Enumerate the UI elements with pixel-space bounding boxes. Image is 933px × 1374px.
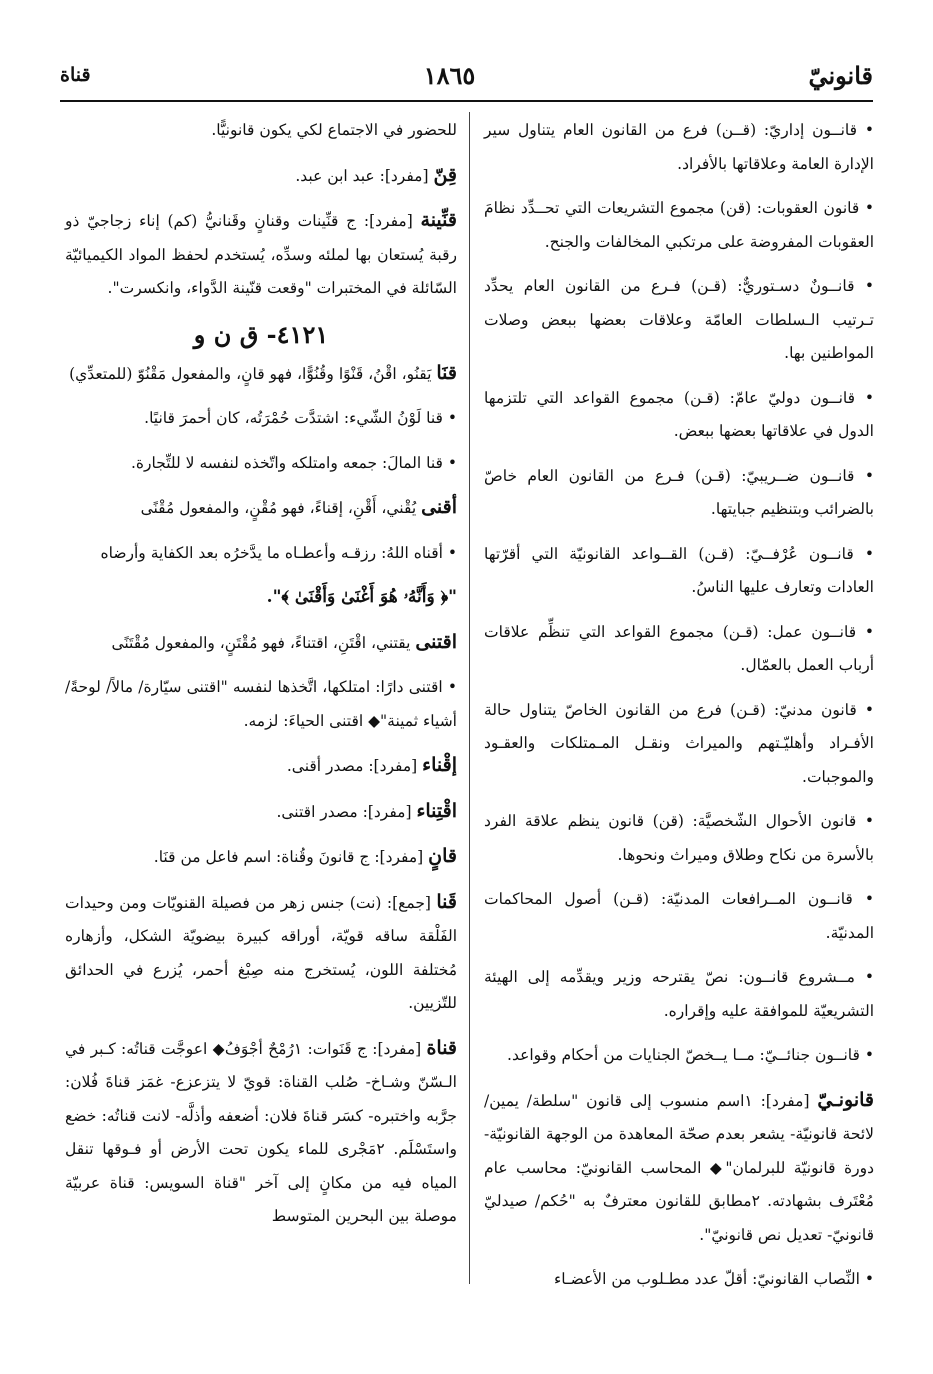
entry-text: [مفرد]: عبد ابن عبد. (295, 166, 434, 185)
dictionary-entry (484, 460, 874, 527)
dictionary-entry (65, 1032, 457, 1234)
guide-word-right: قانونيّ (808, 60, 873, 90)
dictionary-entry (484, 1039, 874, 1073)
page-number: ١٨٦٥ (423, 60, 476, 90)
dictionary-entry (484, 694, 874, 795)
entry-text: • قانون مدنيّ: (قـن) فرع من القانون الخاصّ يتناول حالة الأفـراد وأهليّـتهم والميراث ونقـل المـمتلكات والعقـود والموجبات. (484, 700, 874, 786)
dictionary-entry (65, 114, 457, 148)
dictionary-entry (65, 795, 457, 830)
entry-text: • قانــون إداريّ: (قــن) فرع من القانون العام يتناول سير الإدارة العامة وعلاقاتها بالأفراد. (484, 121, 874, 173)
guide-word-left: قناة (60, 64, 91, 86)
dictionary-entry (65, 357, 457, 392)
dictionary-entry (65, 159, 457, 194)
dictionary-entry (484, 270, 874, 371)
page-header (60, 58, 873, 92)
dictionary-entry (484, 1263, 874, 1297)
entry-text: • قانــون المــرافعات المدنيّة: (قـن) أصول المحاكمات المدنيّة. (484, 890, 874, 942)
entry-text: [مفرد]: ج قنِّينات وقنانٍ وقَنانيُّ (كم) إناء زجاجيّ ذو رقبة يُستعان بها لملئه وسدِّه، يُستخدم لحفظ المواد الكيميائيّة السّائلة في المختبرات "وقعت قنّينة الدَّواء، وانكسرت". (65, 212, 457, 297)
entry-text: • قانون العقوبات: (قن) مجموع التشريعات التي تحــدِّد نظامَ العقوبات المفروضة على مرتكبي المخالفات والجنح. (484, 199, 874, 251)
entry-text: يُقْني، أَقْنِ، إقناءً، فهو مُقْنٍ، والمفعول مُقْنًى (140, 499, 422, 517)
entry-text: • قانــون دوليّ عامّ: (قـن) مجموع القواعد التي تلتزمها الدول في علاقاتها بعضها ببعض. (484, 388, 874, 440)
left-column (65, 114, 457, 1245)
root-section-heading: ٤١٢١- ق ن و (193, 319, 329, 349)
entry-text: • مــشروع قانــون: نصّ يقترحه وزير ويقدِّمه إلى الهيئة التشريعيّة للموافقة عليه وإقراره. (484, 968, 874, 1020)
column-divider (469, 112, 470, 1284)
entry-headword: قنَا (436, 361, 457, 384)
entry-headword: قَنا (436, 890, 457, 913)
dictionary-entry (65, 840, 457, 875)
entry-headword: قناة (426, 1036, 458, 1059)
entry-text: • قانــون ضــريبيّ: (قـن) فـرع من القانون العام خاصّ بالضرائب وبتنظيم جبايتها. (484, 466, 874, 518)
entry-text: • قانــونٌ دسـتوريٌّ: (قـن) فـرع من القانون العام يحدِّد تـرتيب الـسلطات العامّة وعلاقات بعضها ببعض وصلات المواطنين بها. (484, 277, 874, 362)
entry-text: • أقناه اللهُ: رزقـه وأعطـاه ما يدَّخرُه بعد الكفاية وأرضاه (100, 543, 457, 562)
entry-headword: اقتنى (415, 630, 457, 653)
dictionary-entry (484, 805, 874, 872)
entry-text: [جمع]: (نت) جنس زهر من فصيلة القنويّات ومن وحيدات الفَلْقة ساقه قويّة، أوراقه كبيرة بيضويّة الشكل، وأزهاره مُختلفة اللون، يُستخرج منه صِبْغ أحمر، يُزرع في الحدائق للتّزيين. (65, 893, 457, 1012)
entry-text: • قنا لَوْنُ الشّيء: اشتدَّت حُمْرَتُه، كان أحمرَ قانيًا. (144, 409, 457, 427)
dictionary-entry (484, 538, 874, 605)
dictionary-entry (65, 537, 457, 571)
dictionary-entry (484, 382, 874, 449)
header-rule (60, 100, 873, 102)
entry-text: "﴿ وَأَنَّهُۥ هُوَ أَغْنَىٰ وَأَقْنَىٰ ﴾". (266, 587, 457, 607)
entry-text: [مفرد]: ١اسم منسوب إلى قانون "سلطة/ يمين/ لائحة قانونيّة- يشعر بعدم صحّة المعاهدة من الوجهة القانونيّة- دورة قانونيّة للبرلمان"◆ المحاسب القانونيّ: محاسب عام مُعْتَرف بشهادته. ٢مطابق للقانون معترفٌ به "حُكم/ صيدليّ قانونيّ- تعديل نص قانونيّ". (484, 1091, 874, 1244)
entry-text: [مفرد]: مصدر اقتنى. (276, 802, 417, 821)
entry-text: يقتني، اقْتَنِ، اقتناءً، فهو مُقْتَنٍ، والمفعول مُقْتَنًى (111, 633, 416, 652)
dictionary-entry (65, 402, 457, 436)
entry-text: • قانــون جنائــيّ: مــا يــخصّ الجنايات من أحكام وقواعد. (507, 1046, 874, 1064)
dictionary-entry (65, 626, 457, 661)
dictionary-entry (484, 114, 874, 181)
right-column (484, 114, 874, 1308)
entry-text: يَقنُو، اقْنُ، قَنْوًا وقُنُوًّا، فهو قانٍ، والمفعول مَقْنُوّ (للمتعدِّي) (69, 364, 437, 383)
dictionary-entry (65, 886, 457, 1021)
dictionary-entry (65, 491, 457, 526)
dictionary-entry (484, 961, 874, 1028)
quran-quote (65, 581, 457, 615)
entry-text: [مفرد]: مصدر أقنى. (286, 757, 423, 775)
dictionary-entry (65, 749, 457, 784)
entry-text: • قانــون عُرْفــيّ: (قـن) القــواعد القانونيّة التي أقرّتها العادات وتعارف عليها الناسُ. (484, 544, 874, 596)
entry-text: [مفرد]: ج قَنَوات: ١رُمْحٌ أجْوَفُ◆ اعوجَّت قناتُه: كـبر في الـسّنّ وشـاخ- صُلب القناة: قويّ لا يتزعزع- غمَز قناةَ فُلان: جرَّبه واختبره- كسَر قناةَ فلان: أضعفه وأذلَّه- لانت قناتُه: خضع واستَسْلَم. ٢مَجْرى للماء يكون تحت الأرض أو فـوقها تنقل المياه فيه من مكانٍ إلى آخر "قناة السويس: قناة عربيّة موصلة بين البحرين المتوسط (65, 1039, 457, 1225)
entry-headword: قانونـيّ (817, 1088, 874, 1111)
entry-text: • النِّصاب القانونيّ: أقلّ عدد مطـلوب من الأعضـاء (554, 1270, 874, 1288)
dictionary-entry (484, 1084, 874, 1253)
entry-text: • اقتنى دارًا: امتلكها، اتَّخذها لنفسه "اقتنى سيّارة/ مالاً/ لوحةً/ أشياء ثمينة"◆ اقتنى الحياءَ: لزمه. (65, 678, 457, 730)
entry-headword: قِنّ (433, 163, 457, 186)
entry-headword: إقْناء (422, 754, 457, 776)
dictionary-entry (484, 192, 874, 259)
dictionary-entry (65, 671, 457, 738)
entry-headword: قنِّينة (420, 209, 457, 231)
entry-text: • قنا المالَ: جمعه وامتلكه واتّخذه لنفسه لا للتِّجارة. (130, 453, 457, 472)
dictionary-entry (65, 204, 457, 306)
dictionary-entry (484, 883, 874, 950)
dictionary-entry (65, 447, 457, 481)
entry-text: للحضور في الاجتماع لكي يكون قانونيًّا. (211, 121, 457, 139)
entry-headword: قانٍ (428, 845, 457, 867)
entry-headword: اقْتِناء (416, 799, 457, 822)
entry-text: • قانــون عمل: (قـن) مجموع القواعد التي تنظِّم علاقات أرباب العمل بالعمّال. (484, 622, 874, 674)
entry-text: [مفرد]: ج قانونَ وقُناة: اسم فاعل من قنَا. (153, 848, 429, 866)
dictionary-entry (484, 616, 874, 683)
entry-headword: أقنى (421, 496, 457, 518)
entry-text: • قانون الأحوال الشّخصيَّة: (قن) قانون ينظم علاقة الفرد بالأسرة من نكاح وطلاق وميراث ونحوها. (484, 812, 874, 864)
